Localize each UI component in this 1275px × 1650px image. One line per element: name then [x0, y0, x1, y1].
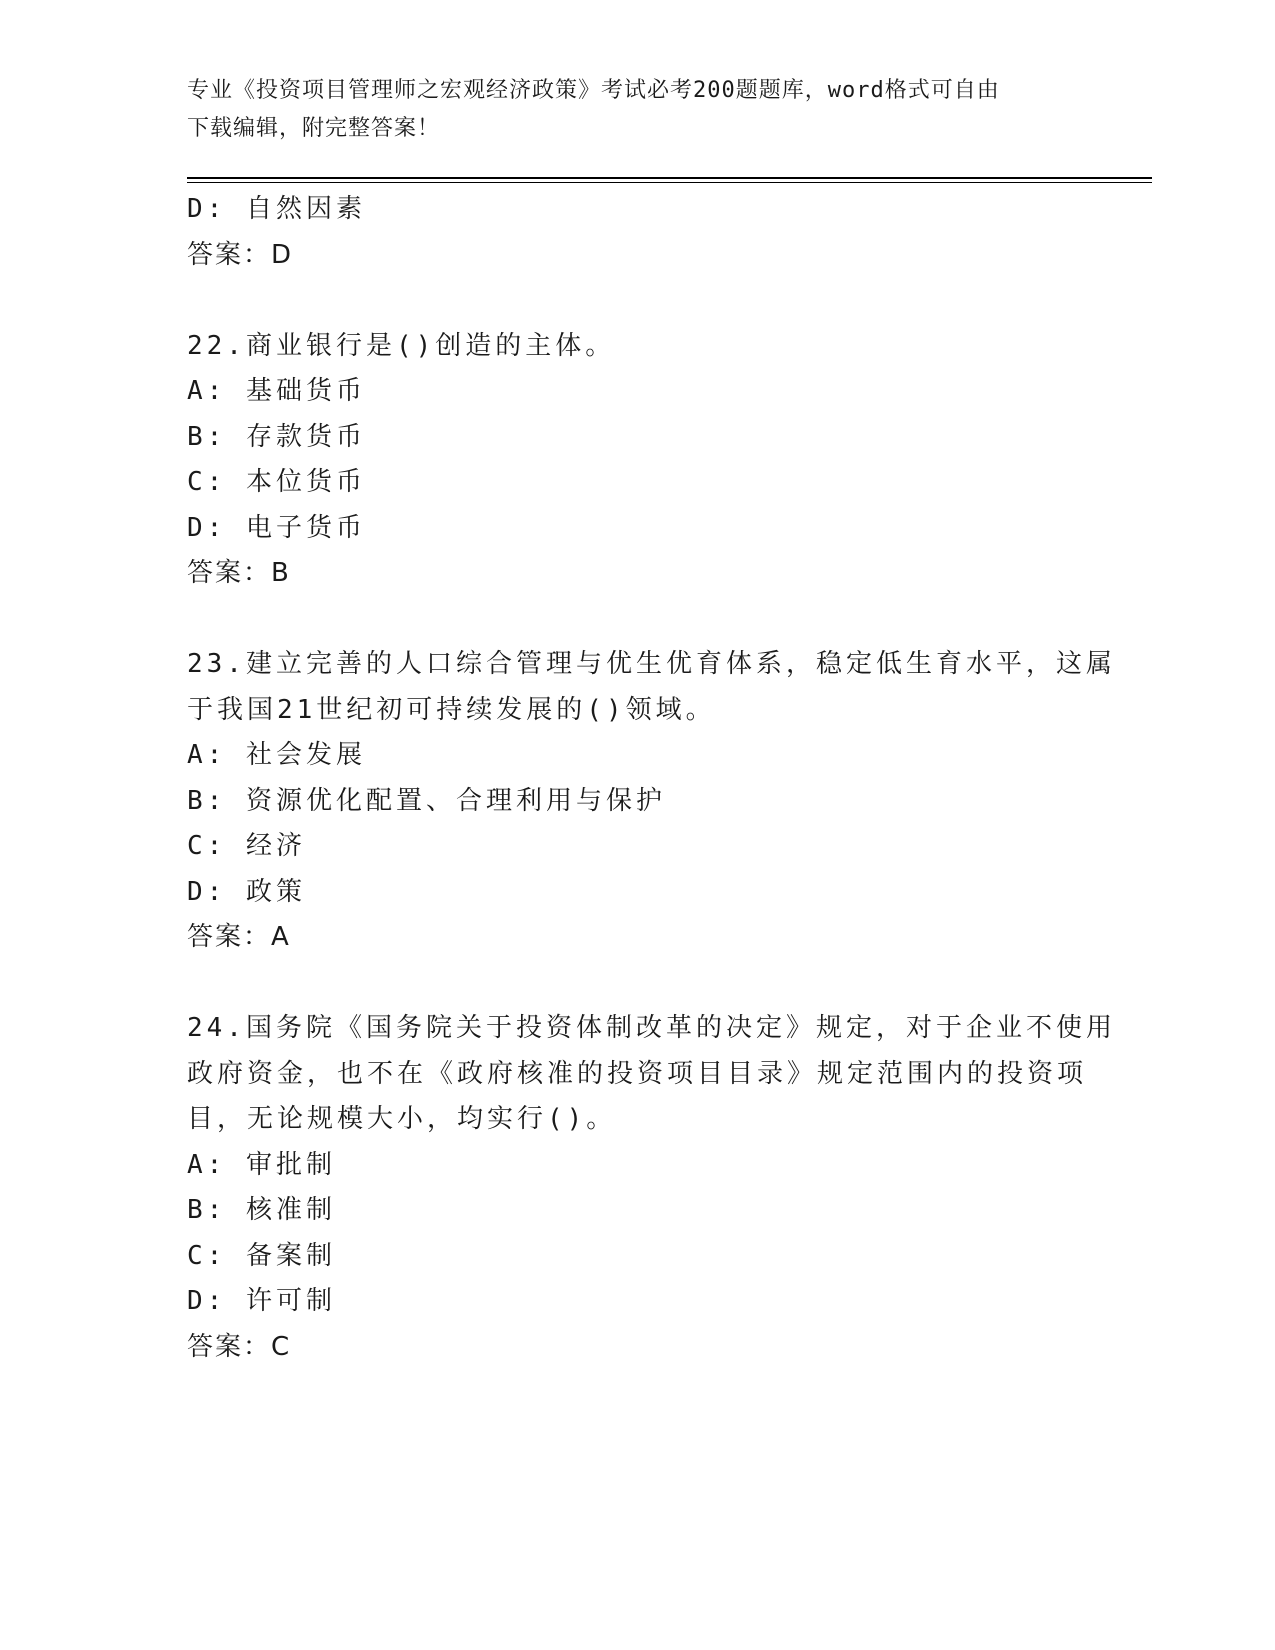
question-spacer — [187, 278, 1087, 324]
question-spacer — [187, 961, 1087, 1007]
option-line: D: 电子货币 — [187, 512, 366, 543]
option-line: B: 资源优化配置、合理利用与保护 — [187, 785, 666, 816]
answer-line: 答案：B — [187, 558, 291, 588]
option-line: D: 许可制 — [187, 1286, 336, 1316]
header-divider-thin — [187, 182, 1152, 183]
option-line: C: 备案制 — [187, 1240, 336, 1271]
question-text: 政府资金，也不在《政府核准的投资项目目录》规定范围内的投资项 — [187, 1058, 1088, 1089]
question-text: 目，无论规模大小，均实行()。 — [187, 1104, 617, 1134]
option-line: C: 经济 — [187, 831, 306, 861]
option-line: A: 审批制 — [187, 1149, 336, 1180]
answer-line: 答案：C — [187, 1331, 292, 1362]
option-line: D: 自然因素 — [187, 194, 366, 224]
question-text: 于我国21世纪初可持续发展的()领域。 — [187, 694, 716, 725]
question-text: 24.国务院《国务院关于投资体制改革的决定》规定，对于企业不使用 — [187, 1013, 1116, 1043]
option-line: B: 核准制 — [187, 1195, 336, 1225]
header-line-1: 专业《投资项目管理师之宏观经济政策》考试必考200题题库，word格式可自由 — [187, 78, 1000, 103]
question-list — [187, 187, 1116, 1370]
option-line: C: 本位货币 — [187, 467, 366, 497]
answer-line: 答案：D — [187, 239, 294, 270]
header-divider-thick — [187, 177, 1152, 179]
option-line: A: 社会发展 — [187, 740, 366, 770]
option-line: A: 基础货币 — [187, 376, 366, 406]
answer-line: 答案：A — [187, 922, 291, 952]
option-line: B: 存款货币 — [187, 421, 366, 452]
document-header — [187, 72, 1067, 148]
question-spacer — [187, 597, 1087, 643]
question-text: 22.商业银行是()创造的主体。 — [187, 330, 616, 361]
header-line-2: 下载编辑，附完整答案！ — [187, 116, 441, 141]
question-text: 23.建立完善的人口综合管理与优生优育体系，稳定低生育水平，这属 — [187, 649, 1116, 679]
option-line: D: 政策 — [187, 876, 306, 907]
